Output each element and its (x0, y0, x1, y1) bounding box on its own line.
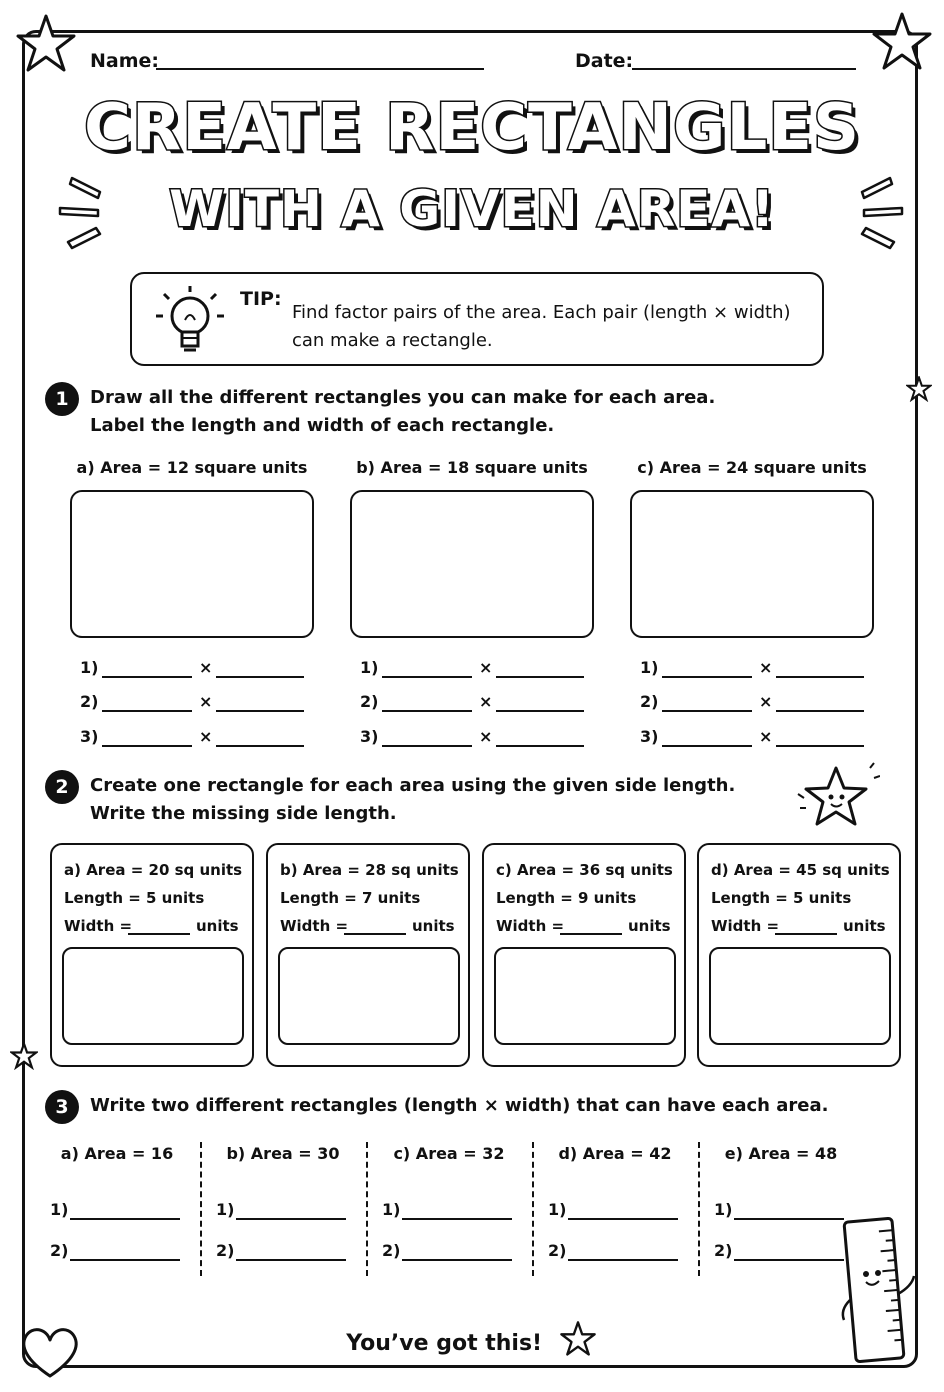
star-icon (558, 1320, 598, 1358)
answer-blank[interactable] (236, 1259, 346, 1261)
row-number: 2) (216, 1241, 235, 1260)
answer-row (80, 692, 310, 716)
card-unit: units (196, 917, 239, 935)
problem-card (266, 843, 470, 1067)
smiling-star-icon (796, 762, 880, 836)
width-blank[interactable] (344, 933, 406, 935)
answer-blank[interactable] (70, 1259, 180, 1261)
date-label: Date: (575, 50, 634, 72)
tip-line-2: can make a rectangle. (292, 330, 493, 351)
row-number: 1) (216, 1200, 235, 1219)
area-column (200, 1142, 366, 1278)
width-blank[interactable] (496, 745, 584, 747)
drawing-box[interactable] (709, 947, 891, 1045)
answer-row (360, 658, 590, 682)
length-blank[interactable] (662, 745, 752, 747)
row-number: 1) (714, 1200, 733, 1219)
length-blank[interactable] (382, 745, 472, 747)
answer-row (360, 692, 590, 716)
section-3-badge: 3 (45, 1090, 79, 1124)
row-number: 1) (640, 658, 659, 677)
width-blank[interactable] (496, 710, 584, 712)
small-star-icon (10, 1042, 38, 1070)
length-blank[interactable] (382, 676, 472, 678)
small-star-icon (906, 376, 932, 402)
part-label: a) Area = 12 square units (76, 458, 308, 477)
drawing-box[interactable] (62, 947, 244, 1045)
card-width-label: Width = (280, 917, 349, 935)
tip-line-1: Find factor pairs of the area. Each pair (length × width) (292, 302, 791, 323)
width-blank[interactable] (216, 710, 304, 712)
row-number: 1) (80, 658, 99, 677)
drawing-box[interactable] (70, 490, 314, 638)
answer-blank[interactable] (734, 1218, 844, 1220)
times-sign: × (479, 692, 493, 711)
row-number: 1) (360, 658, 379, 677)
title-line-1: CREATE RECTANGLES (83, 91, 861, 165)
problem-card (50, 843, 254, 1067)
card-area: a) Area = 20 sq units (64, 861, 243, 879)
times-sign: × (479, 658, 493, 677)
row-number: 2) (382, 1241, 401, 1260)
width-blank[interactable] (776, 710, 864, 712)
problem-card (482, 843, 686, 1067)
row-number: 1) (548, 1200, 567, 1219)
drawing-box[interactable] (494, 947, 676, 1045)
row-number: 2) (80, 692, 99, 711)
card-area: d) Area = 45 sq units (711, 861, 890, 879)
section-1-instruction-2: Label the length and width of each rectangle. (90, 415, 555, 436)
row-number: 2) (714, 1241, 733, 1260)
column-label: c) Area = 32 (393, 1144, 505, 1163)
card-area: b) Area = 28 sq units (280, 861, 459, 879)
lightbulb-icon (150, 280, 230, 360)
section-1-instruction-1: Draw all the different rectangles you can make for each area. (90, 387, 716, 408)
times-sign: × (199, 692, 213, 711)
width-blank[interactable] (560, 933, 622, 935)
column-label: d) Area = 42 (558, 1144, 672, 1163)
length-blank[interactable] (102, 745, 192, 747)
section-3-instruction: Write two different rectangles (length × width) that can have each area. (90, 1095, 829, 1116)
answer-blank[interactable] (236, 1218, 346, 1220)
part-label: b) Area = 18 square units (356, 458, 588, 477)
answer-blank[interactable] (70, 1218, 180, 1220)
times-sign: × (759, 727, 773, 746)
length-blank[interactable] (102, 676, 192, 678)
length-blank[interactable] (662, 710, 752, 712)
card-width-label: Width = (496, 917, 565, 935)
card-unit: units (628, 917, 671, 935)
length-blank[interactable] (662, 676, 752, 678)
card-width-label: Width = (711, 917, 780, 935)
sparkle-lines-left (54, 170, 110, 252)
star-icon (14, 12, 78, 76)
row-number: 3) (640, 727, 659, 746)
width-blank[interactable] (775, 933, 837, 935)
answer-blank[interactable] (402, 1259, 512, 1261)
answer-row (80, 658, 310, 682)
width-blank[interactable] (128, 933, 190, 935)
row-number: 3) (360, 727, 379, 746)
card-length: Length = 7 units (280, 889, 421, 907)
card-length: Length = 5 units (711, 889, 852, 907)
star-icon (870, 10, 934, 74)
row-number: 1) (50, 1200, 69, 1219)
width-blank[interactable] (216, 676, 304, 678)
drawing-box[interactable] (278, 947, 460, 1045)
section-2-instruction-1: Create one rectangle for each area using the given side length. (90, 775, 736, 796)
column-label: a) Area = 16 (60, 1144, 174, 1163)
title-line-2: WITH A GIVEN AREA! (169, 180, 775, 238)
name-label: Name: (90, 50, 160, 72)
card-width-label: Width = (64, 917, 133, 935)
answer-row (640, 692, 870, 716)
drawing-box[interactable] (350, 490, 594, 638)
answer-row (640, 727, 870, 751)
answer-row (640, 658, 870, 682)
area-column (366, 1142, 532, 1278)
footer-text: You’ve got this! (346, 1331, 543, 1356)
width-blank[interactable] (776, 676, 864, 678)
row-number: 2) (640, 692, 659, 711)
section-2-badge: 2 (45, 770, 79, 804)
width-blank[interactable] (496, 676, 584, 678)
part-label: c) Area = 24 square units (637, 458, 867, 477)
width-blank[interactable] (216, 745, 304, 747)
answer-blank[interactable] (568, 1218, 678, 1220)
area-column (34, 1142, 200, 1278)
card-area: c) Area = 36 sq units (496, 861, 673, 879)
section-2-instruction-2: Write the missing side length. (90, 803, 397, 824)
encouragement-text (0, 1320, 944, 1358)
card-unit: units (412, 917, 455, 935)
answer-row (80, 727, 310, 751)
name-field[interactable] (156, 68, 484, 70)
answer-row (360, 727, 590, 751)
times-sign: × (759, 692, 773, 711)
column-label: e) Area = 48 (724, 1144, 838, 1163)
tip-label: TIP: (240, 288, 282, 310)
times-sign: × (199, 658, 213, 677)
width-blank[interactable] (776, 745, 864, 747)
area-column (532, 1142, 698, 1278)
card-length: Length = 5 units (64, 889, 205, 907)
section-1-badge: 1 (45, 382, 79, 416)
date-field[interactable] (632, 68, 856, 70)
row-number: 1) (382, 1200, 401, 1219)
drawing-box[interactable] (630, 490, 874, 638)
row-number: 2) (548, 1241, 567, 1260)
answer-blank[interactable] (402, 1218, 512, 1220)
times-sign: × (479, 727, 493, 746)
length-blank[interactable] (382, 710, 472, 712)
row-number: 2) (50, 1241, 69, 1260)
length-blank[interactable] (102, 710, 192, 712)
problem-card (697, 843, 901, 1067)
tip-box (130, 272, 824, 366)
row-number: 3) (80, 727, 99, 746)
answer-blank[interactable] (568, 1259, 678, 1261)
answer-blank[interactable] (734, 1259, 844, 1261)
column-label: b) Area = 30 (226, 1144, 340, 1163)
times-sign: × (199, 727, 213, 746)
row-number: 2) (360, 692, 379, 711)
times-sign: × (759, 658, 773, 677)
sparkle-lines-right (852, 170, 908, 252)
card-unit: units (843, 917, 886, 935)
card-length: Length = 9 units (496, 889, 637, 907)
